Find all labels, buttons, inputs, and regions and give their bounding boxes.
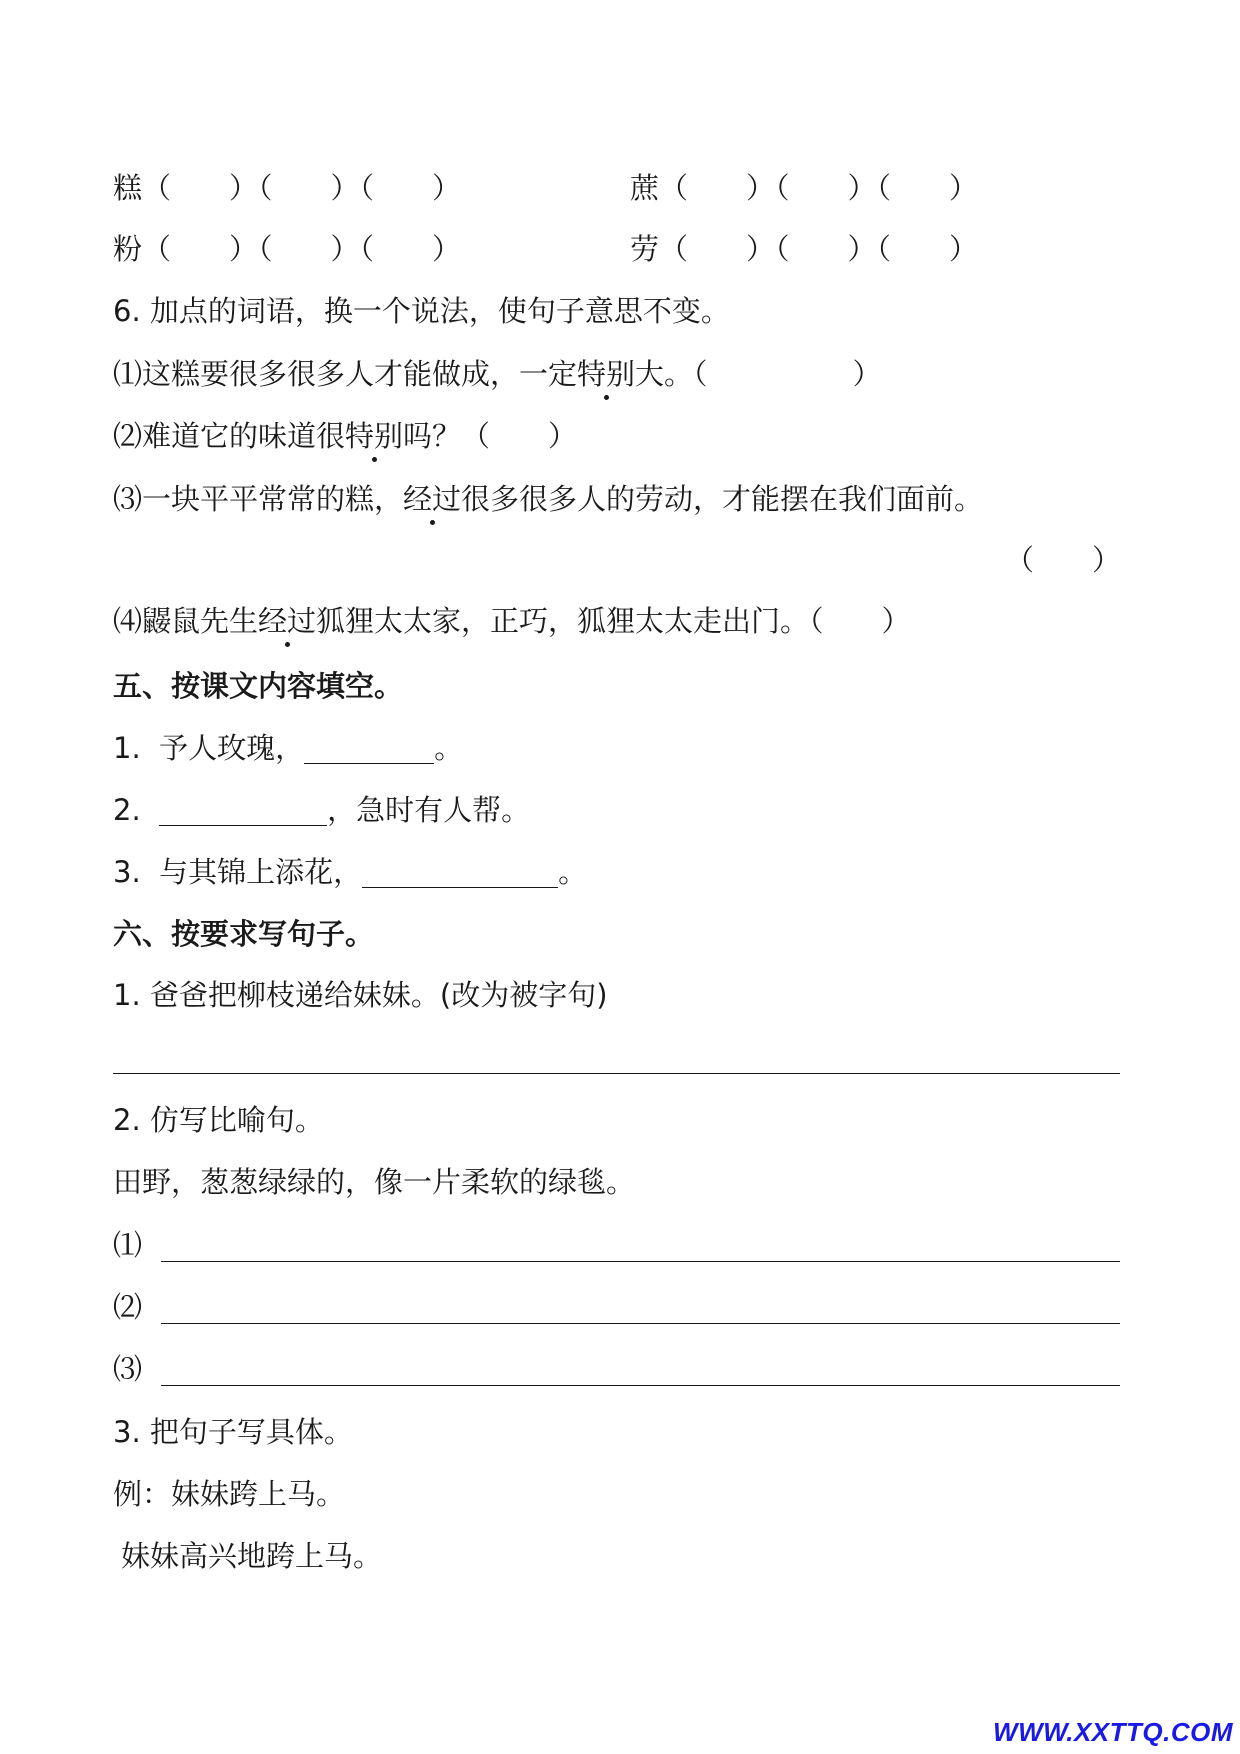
- dotted-word: 经过: [403, 479, 461, 519]
- answer-blank[interactable]: [159, 795, 327, 826]
- question-6-item-2: ⑵难道它的味道很特别吗？（ ）: [113, 416, 577, 456]
- answer-blank[interactable]: [362, 857, 558, 888]
- word-row-1-left: 糕（ ）（ ）（ ）: [113, 171, 462, 205]
- blank-label-3: ⑶: [113, 1352, 143, 1386]
- fill-line-1: 1. 予人玫瑰， 。: [113, 731, 464, 765]
- question-6-item-4: ⑷鼹鼠先生经过狐狸太太家，正巧，狐狸太太走出门。（ ）: [113, 601, 911, 641]
- fill-line-3: 3. 与其锦上添花， 。: [113, 855, 588, 889]
- word-row-2-left: 粉（ ）（ ）（ ）: [113, 232, 462, 266]
- question-6-item-3-answer-bracket: （ ）: [1005, 543, 1122, 577]
- question-6-item-3: ⑶一块平平常常的糕，经过很多很多人的劳动，才能摆在我们面前。: [113, 479, 983, 519]
- sentence-question-2: 2. 仿写比喻句。: [113, 1103, 324, 1137]
- fill-line-2: 2. ，急时有人帮。: [113, 793, 531, 827]
- dotted-word: 特别: [345, 416, 403, 456]
- watermark: WWW.XXTTQ.COM: [993, 1717, 1233, 1747]
- example-sentence: 田野，葱葱绿绿的，像一片柔软的绿毯。: [113, 1165, 636, 1199]
- section-5-heading: 五、按课文内容填空。: [113, 669, 404, 703]
- dotted-word: 经过: [258, 601, 316, 641]
- question-6-title: 6. 加点的词语，换一个说法，使句子意思不变。: [113, 294, 730, 328]
- answer-line-2-3[interactable]: [161, 1385, 1120, 1386]
- answer-line-1[interactable]: [113, 1073, 1120, 1074]
- dotted-word: 特别: [577, 354, 635, 394]
- sentence-question-3: 3. 把句子写具体。: [113, 1415, 353, 1449]
- section-6-heading: 六、按要求写句子。: [113, 917, 375, 951]
- blank-label-2: ⑵: [113, 1290, 143, 1324]
- word-row-2-right: 劳（ ）（ ）（ ）: [630, 232, 979, 266]
- answer-line-2-2[interactable]: [161, 1323, 1120, 1324]
- word-row-1-right: 蔗（ ）（ ）（ ）: [630, 171, 979, 205]
- answer-line-2-1[interactable]: [161, 1261, 1120, 1262]
- question-6-item-1: ⑴这糕要很多很多人才能做成，一定特别大。（ ）: [113, 354, 882, 394]
- sentence-question-1: 1. 爸爸把柳枝递给妹妹。(改为被字句): [113, 978, 608, 1012]
- example-answer: 妹妹高兴地跨上马。: [121, 1539, 383, 1573]
- blank-label-1: ⑴: [113, 1228, 143, 1262]
- answer-blank[interactable]: [304, 733, 434, 764]
- example-label: 例：妹妹跨上马。: [113, 1477, 346, 1511]
